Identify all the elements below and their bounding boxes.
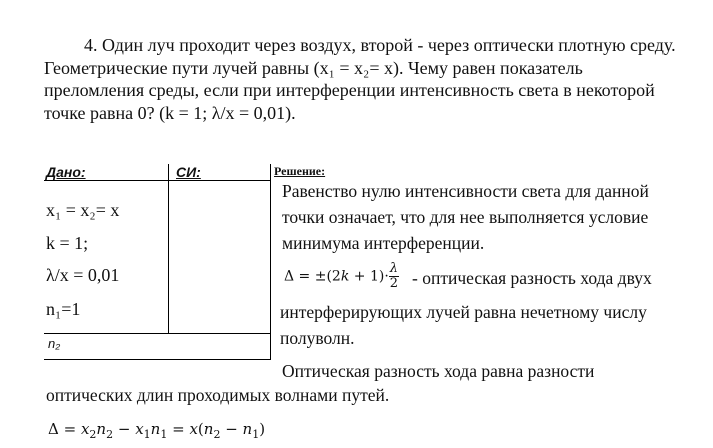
given-item: n₁=1 [46,299,81,319]
table-bottom [44,359,270,360]
solution-divider [270,164,271,360]
formula-description: - оптическая разность хода двух [412,268,652,288]
solution-paragraph-3: Оптическая разность хода равна разности [282,361,595,381]
si-divider [168,164,169,334]
unknown-quantity: n₂ [48,336,61,351]
given-item: x₁ = x₂= x [46,200,120,220]
given-header: Дано: [46,164,86,180]
solution-paragraph-4: оптических длин проходимых волнами путей. [46,385,390,405]
unknown-divider [44,333,270,334]
optical-path-formula: $\Delta = x_2n_2 - x_1n_1 = x(n_2 - n_1)$ [48,420,266,441]
given-item: k = 1; [46,233,89,253]
solution-paragraph-2: интерферирующих лучей равна нечетному числу полуволн. [280,302,647,348]
problem-text: Один луч проходит через воздух, второй - через оптически плотную среду. Геометрические пути лучей равны (x₁ = x₂= x). Чему равен показатель преломления среды, если при интерференции интенсивность света в некоторой точке равна 0? (k = 1; λ/x = 0,01). [44,35,676,123]
given-item: λ/x = 0,01 [46,265,120,285]
solution-header: Решение: [274,164,326,178]
solution-paragraph-1: Равенство нулю интенсивности света для данной точки означает, что для нее выполняется условие минимума интерференции. [282,181,649,253]
path-difference-formula: Δ = ±(2k + 1)· $\frac{\lambda}{2}$ [284,261,399,291]
given-underline [44,180,270,181]
problem-statement [44,34,684,124]
problem-number: 4. [84,35,98,55]
si-header: СИ: [176,164,201,180]
